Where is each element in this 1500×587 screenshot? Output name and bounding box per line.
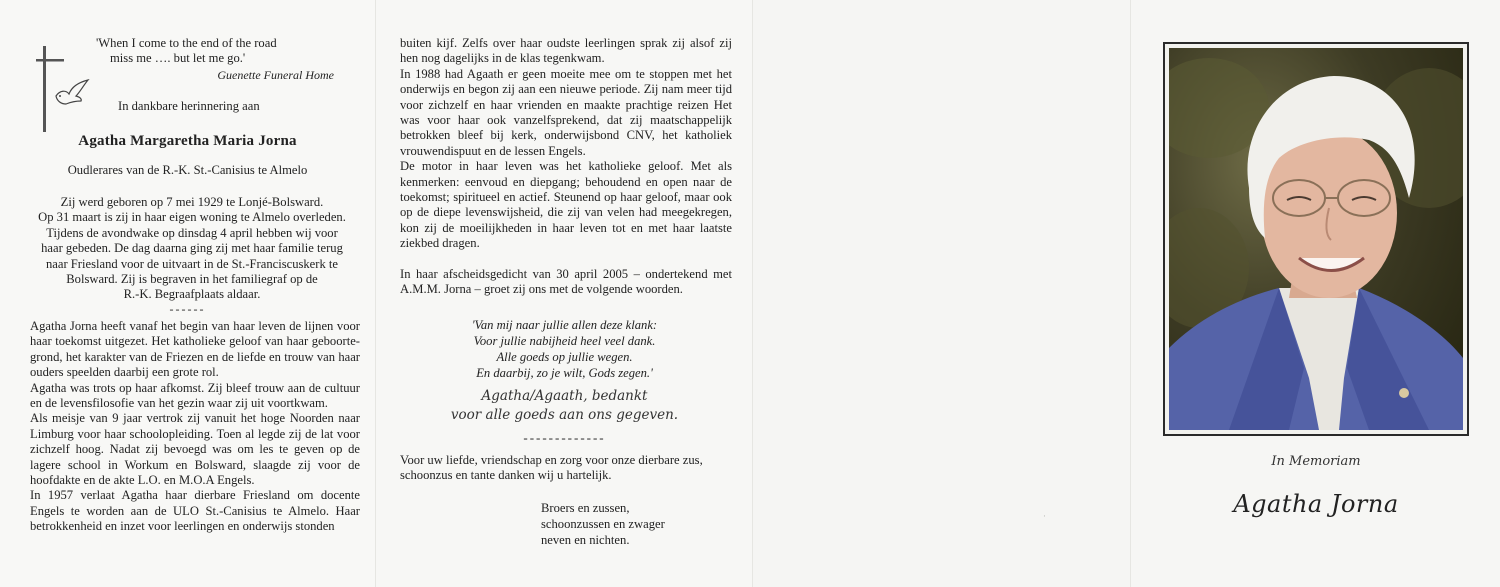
thanks-line: Agatha/Agaath, bedankt xyxy=(481,388,648,404)
cross-dove-icon xyxy=(36,46,94,132)
separator: ------ xyxy=(169,302,206,316)
middle-body xyxy=(400,36,732,298)
dedication: In dankbare herinnering aan xyxy=(118,99,260,113)
opening-quote xyxy=(96,36,346,83)
bio-paragraph: Als meisje van 9 jaar vertrok zij vanuit het hoge Noorden naar Limburg voor haar schoolopleiding. Toen al legde zij de lat voor zichzelf hoog. Nadat zij bevoegd was om les te geven op de lagere school in Workum en Bolsward, slaagde zij voor de hoofdakte en de akte L.O. en M.O.A Engels. xyxy=(30,411,360,488)
body-paragraph: buiten kijf. Zelfs over haar oudste leerlingen sprak zij alsof zij hen nog dagelijks in de klas tegenkwam. xyxy=(400,36,732,66)
left-panel xyxy=(0,0,375,587)
middle-panel xyxy=(375,0,752,587)
quote-line-1: 'When I come to the end of the road xyxy=(96,36,277,50)
separator: ------------- xyxy=(523,430,606,445)
farewell-poem xyxy=(376,317,753,381)
thanks-line: voor alle goeds aan ons gegeven. xyxy=(450,407,679,423)
quote-line-2: miss me …. but let me go.' xyxy=(110,51,246,66)
portrait-frame xyxy=(1163,42,1469,436)
bio-intro-line: Bolsward. Zij is begraven in het familiegraf op de xyxy=(66,272,318,287)
body-paragraph: In 1988 had Agaath er geen moeite mee om te stoppen met het onderwijs en begon zij aan een nieuwe periode. Zij nam meer tijd voor zichzelf en haar vrienden en maakte prachtige reizen Het was voor haar ook vanzelfsprekend, dat zij maatschappelijk betrokken bleef bij kerk, onderwijsbond CNV, het katholiek vrouwendispuut en de lessen Engels. xyxy=(400,66,732,158)
signature-line: Broers en zussen, xyxy=(541,501,630,515)
signature-line: schoonzussen en zwager xyxy=(541,517,665,531)
bio-intro-line: naar Friesland voor de uitvaart in de St.-Franciscuskerk te xyxy=(45,256,339,271)
thanks-verse xyxy=(376,387,753,425)
bio-intro-line: haar gebeden. De dag daarna ging zij met haar familie terug xyxy=(41,241,343,256)
poem-line: 'Van mij naar jullie allen deze klank: xyxy=(471,318,658,332)
bio-intro xyxy=(32,195,352,303)
bio-intro-line: Zij werd geboren op 7 mei 1929 te Lonjé-Bolsward. xyxy=(60,195,324,209)
bio-paragraph: Agatha was trots op haar afkomst. Zij bleef trouw aan de cultuur en de levensfilosofie van het gezin waar zij uit voortkwam. xyxy=(30,380,360,411)
scan-smudge: · xyxy=(1043,512,1046,522)
bio-intro-line: Tijdens de avondwake op dinsdag 4 april hebben wij voor xyxy=(46,225,338,240)
signature-line: neven en nichten. xyxy=(541,533,630,547)
quote-source: Guenette Funeral Home xyxy=(217,67,334,82)
poem-intro: In haar afscheidsgedicht van 30 april 2005 – ondertekend met A.M.M. Jorna – groet zij ons met de volgende woorden. xyxy=(400,266,732,297)
deceased-role: Oudlerares van de R.-K. St.-Canisius te Almelo xyxy=(67,163,308,177)
poem-line: Voor jullie nabijheid heel veel dank. xyxy=(473,334,656,348)
bio-intro-line: R.-K. Begraafplaats aldaar. xyxy=(123,287,261,302)
closing-message: Voor uw liefde, vriendschap en zorg voor onze dierbare zus, schoonzus en tante danken wij u hartelijk. xyxy=(400,453,703,483)
poem-line: En daarbij, zo je wilt, Gods zegen.' xyxy=(476,366,653,380)
deceased-full-name: Agatha Margaretha Maria Jorna xyxy=(78,133,297,149)
signature xyxy=(541,500,665,548)
in-memoriam-title: In Memoriam xyxy=(1271,454,1361,469)
bio-body xyxy=(30,319,360,535)
right-panel xyxy=(1130,0,1500,587)
bio-paragraph: In 1957 verlaat Agatha haar dierbare Friesland om docente Engels te worden aan de ULO St.-Canisius te Almelo. Haar betrokkenheid en inzet voor leerlingen en onderwijs stonden xyxy=(30,488,360,534)
body-paragraph: De motor in haar leven was het katholieke geloof. Met als kenmerken: eenvoud en diepgang; behoudend en open naar de toekomst; spiritueel en actief. Steunend op haar geloof, maar ook op de diepe levenswijsheid, die zij van velen had meegekregen, kon zij de moeilijkheden in haar leven tot en met haar laatste ziekbed dragen. xyxy=(400,159,732,251)
poem-line: Alle goeds op jullie wegen. xyxy=(496,350,633,364)
blank-panel xyxy=(752,0,1130,587)
portrait-photo xyxy=(1169,48,1463,430)
memorial-name: Agatha Jorna xyxy=(1233,490,1399,518)
bio-paragraph: Agatha Jorna heeft vanaf het begin van haar leven de lijnen voor haar toekomst uitgezet. Het katholieke geloof van haar geboorte-grond, het karakter van de Friezen en de liefde en trouw van haar ouders speelden daarbij een grote rol. xyxy=(30,319,360,380)
bio-intro-line: Op 31 maart is zij in haar eigen woning te Almelo overleden. xyxy=(38,210,346,225)
